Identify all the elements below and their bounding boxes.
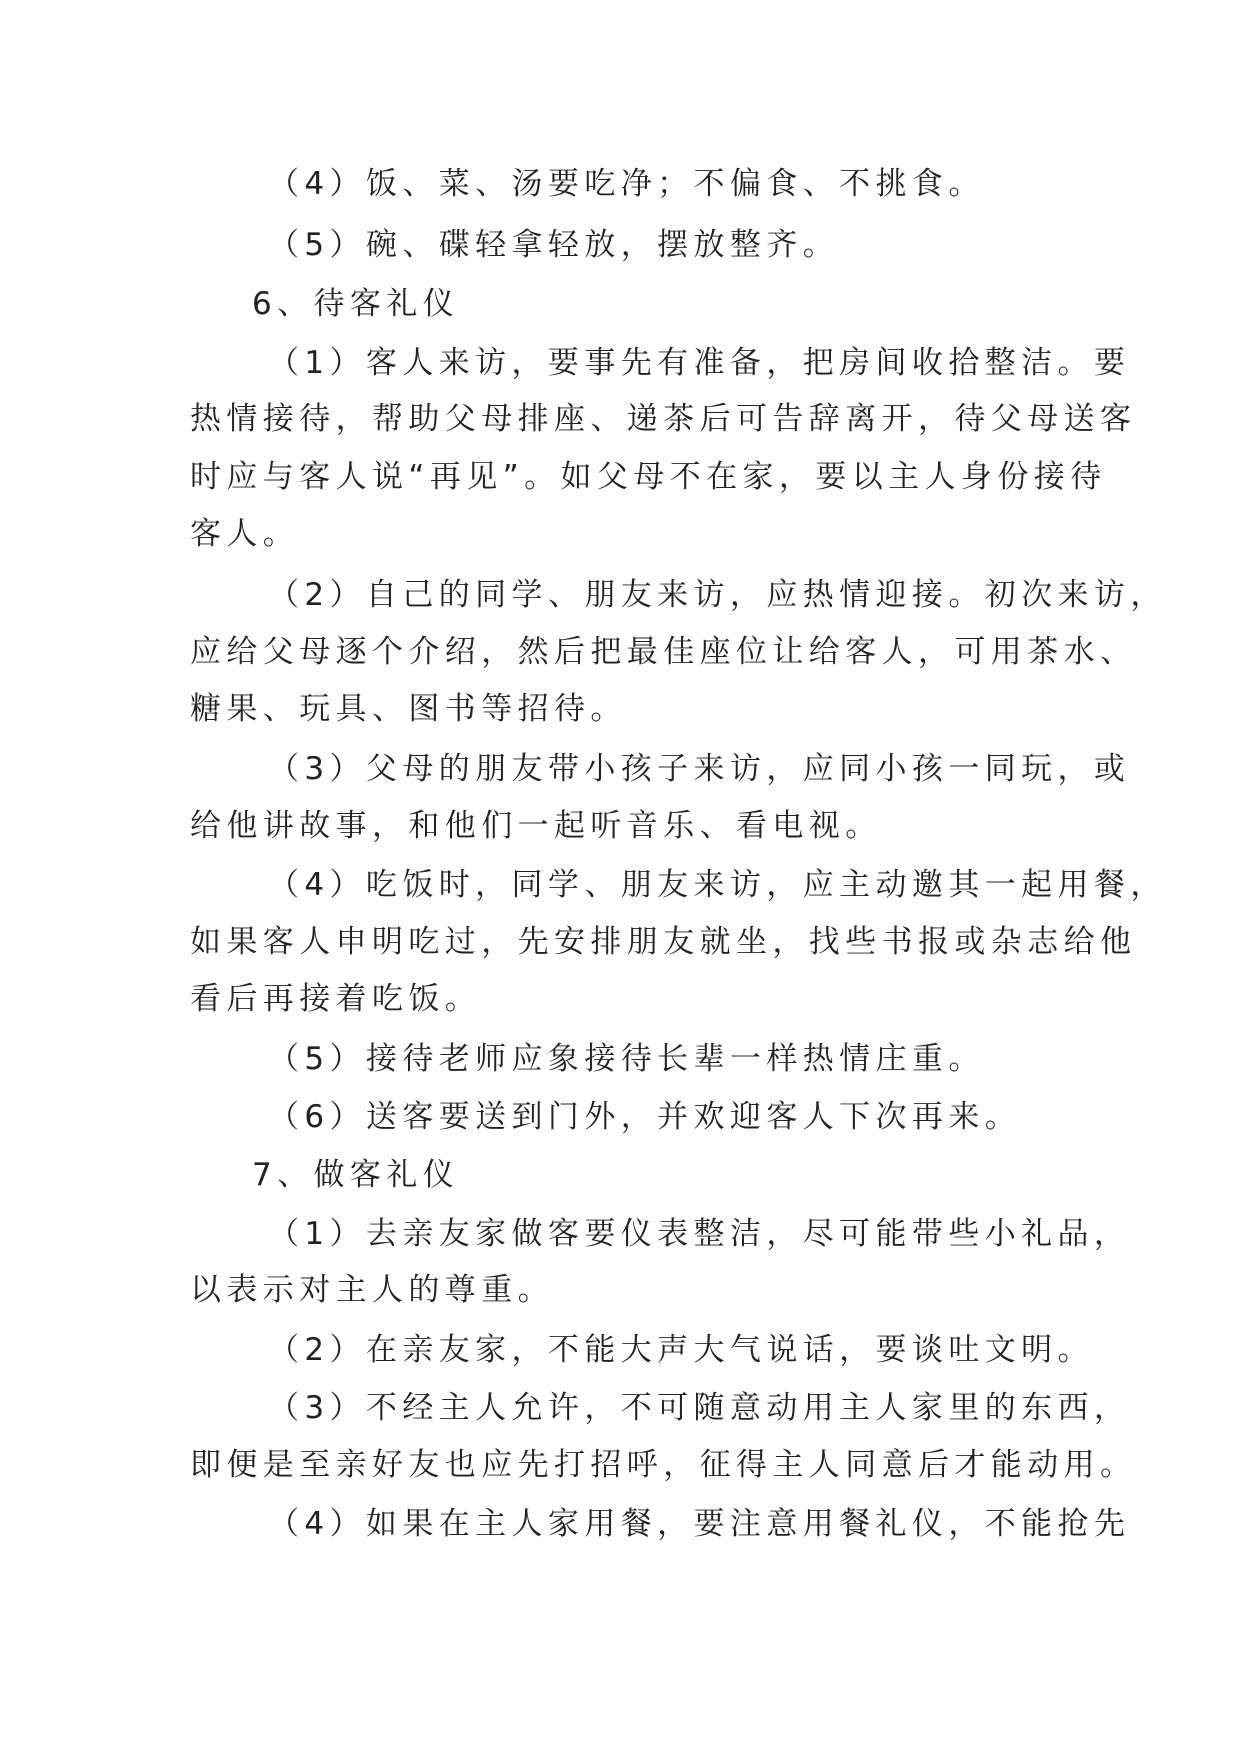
paragraph-line: 时应与客人说“再见”。如父母不在家，要以主人身份接待 — [190, 459, 1107, 495]
paragraph-line: 给他讲故事，和他们一起听音乐、看电视。 — [190, 808, 882, 844]
paragraph-line: 看后再接着吃饭。 — [190, 981, 482, 1017]
list-item: （2）在亲友家，不能大声大气说话，要谈吐文明。 — [268, 1332, 1094, 1368]
paragraph-line: （4）吃饭时，同学、朋友来访，应主动邀其一起用餐， — [268, 867, 1167, 903]
paragraph-line: 如果客人申明吃过，先安排朋友就坐，找些书报或杂志给他 — [190, 924, 1137, 960]
paragraph-line: 即便是至亲好友也应先打招呼，征得主人同意后才能动用。 — [190, 1447, 1137, 1483]
list-item: （6）送客要送到门外，并欢迎客人下次再来。 — [268, 1099, 1022, 1135]
paragraph-line: 客人。 — [190, 516, 300, 552]
paragraph-line: 糖果、玩具、图书等招待。 — [190, 691, 627, 727]
paragraph-line: 应给父母逐个介绍，然后把最佳座位让给客人，可用茶水、 — [190, 634, 1137, 670]
paragraph-line: 热情接待，帮助父母排座、递茶后可告辞离开，待父母送客 — [190, 401, 1137, 437]
paragraph-line: （2）自己的同学、朋友来访，应热情迎接。初次来访， — [268, 577, 1167, 613]
paragraph-line: 以表示对主人的尊重。 — [190, 1272, 554, 1308]
section-heading-visiting: 7、做客礼仪 — [252, 1157, 460, 1193]
paragraph-line: （1）客人来访，要事先有准备，把房间收拾整洁。要 — [268, 345, 1131, 381]
list-item: （5）接待老师应象接待长辈一样热情庄重。 — [268, 1041, 985, 1077]
list-item-5: （5）碗、碟轻拿轻放，摆放整齐。 — [268, 227, 840, 263]
list-item-4: （4）饭、菜、汤要吃净；不偏食、不挑食。 — [268, 166, 985, 202]
paragraph-line: （1）去亲友家做客要仪表整洁，尽可能带些小礼品， — [268, 1216, 1131, 1252]
paragraph-line: （3）父母的朋友带小孩子来访，应同小孩一同玩，或 — [268, 751, 1131, 787]
section-heading-hosting: 6、待客礼仪 — [252, 286, 460, 322]
paragraph-line: （3）不经主人允许，不可随意动用主人家里的东西， — [268, 1390, 1131, 1426]
paragraph-line: （4）如果在主人家用餐，要注意用餐礼仪，不能抢先 — [268, 1506, 1131, 1542]
